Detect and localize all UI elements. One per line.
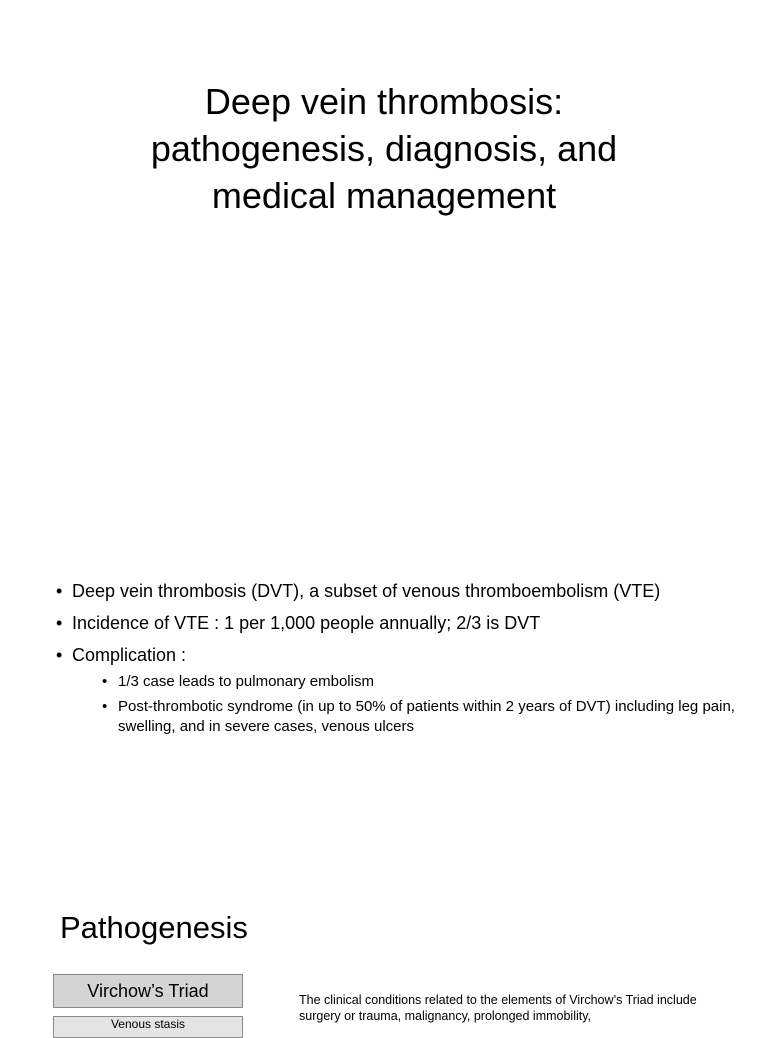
sub-bullet-pulmonary-embolism	[102, 672, 736, 692]
bullet-marker: •	[56, 581, 63, 601]
pathogenesis-heading: Pathogenesis	[60, 910, 248, 945]
title-line-3: medical management	[211, 175, 557, 216]
sub-bullet-text: 1/3 case leads to pulmonary embolism	[118, 673, 374, 690]
bullet-text: Complication :	[72, 645, 187, 665]
sub-bullet-text: Post-thrombotic syndrome (in up to 50% of patients within 2 years of DVT) including leg pain, swelling, and in severe cases, venous ulcers	[118, 698, 735, 735]
clinical-conditions-text: The clinical conditions related to the elements of Virchow’s Triad include surgery or trauma, malignancy, prolonged immobility,	[299, 993, 697, 1023]
complication-sub-list	[72, 672, 736, 737]
bullet-complication	[56, 644, 736, 737]
bullet-vte-incidence	[56, 612, 736, 635]
sub-bullet-marker: •	[102, 673, 108, 690]
bullet-marker: •	[56, 645, 63, 665]
title-line-1: Deep vein thrombosis:	[204, 81, 564, 122]
sub-bullet-marker: •	[102, 698, 108, 715]
bullet-text: Deep vein thrombosis (DVT), a subset of venous thromboembolism (VTE)	[72, 581, 661, 601]
sub-bullet-post-thrombotic	[102, 697, 736, 737]
intro-bullet-list	[56, 580, 736, 746]
title-line-2: pathogenesis, diagnosis, and	[150, 128, 618, 169]
venous-stasis-box: Venous stasis	[53, 1016, 243, 1038]
virchows-triad-box: Virchow’s Triad	[53, 974, 243, 1008]
slide-title	[60, 78, 708, 219]
bullet-marker: •	[56, 613, 63, 633]
bullet-dvt-definition	[56, 580, 736, 603]
bullet-text: Incidence of VTE : 1 per 1,000 people annually; 2/3 is DVT	[72, 613, 541, 633]
